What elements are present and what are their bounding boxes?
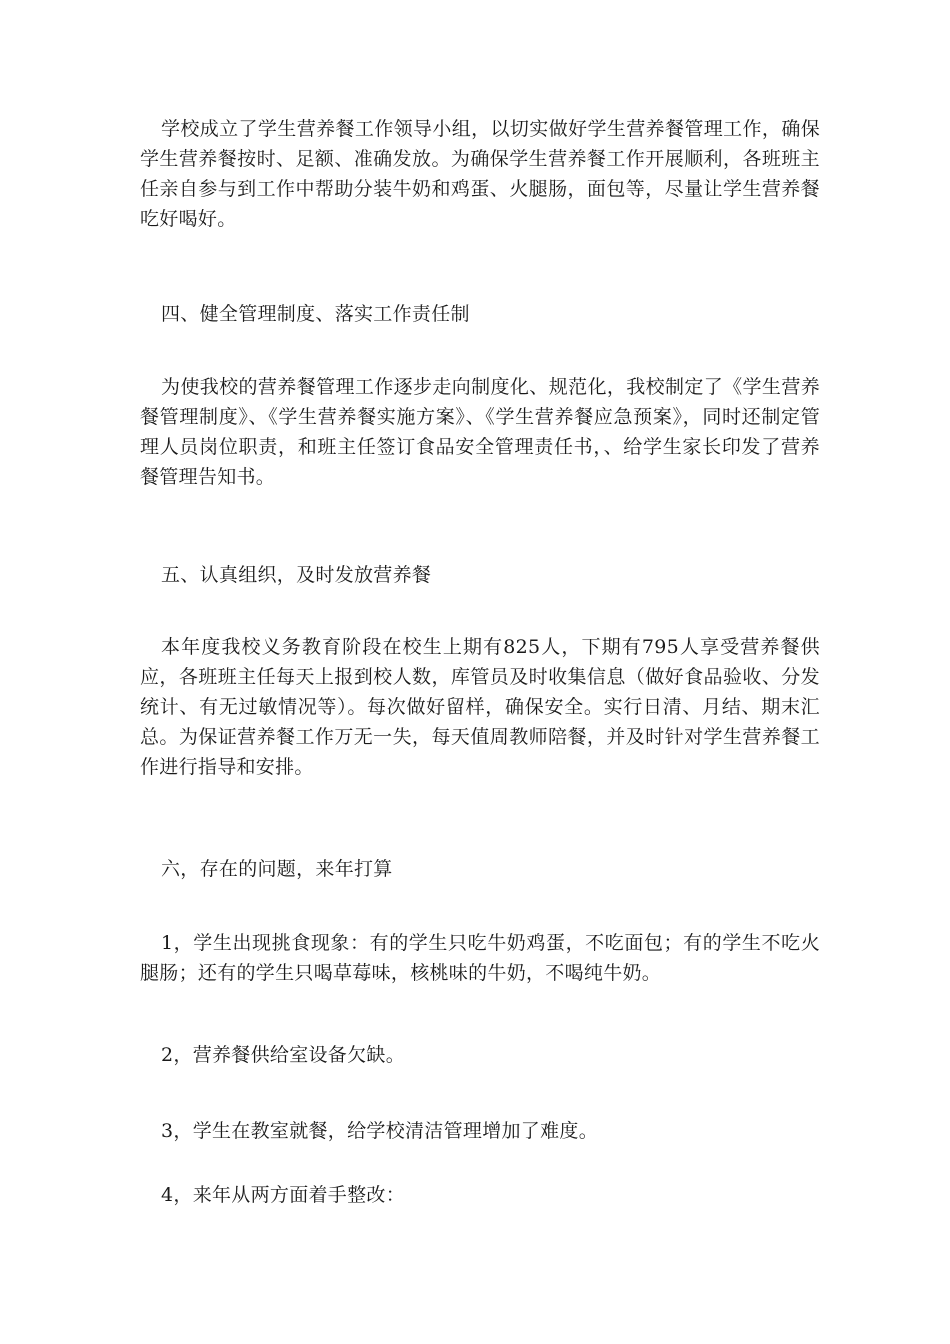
list-item-3: 3，学生在教室就餐，给学校清洁管理增加了难度。 bbox=[161, 1120, 598, 1142]
list-item-2: 2，营养餐供给室设备欠缺。 bbox=[161, 1044, 405, 1066]
list-item-4: 4，来年从两方面着手整改： bbox=[161, 1184, 405, 1206]
paragraph-management-system: 为使我校的营养餐管理工作逐步走向制度化、规范化，我校制定了《学生营养餐管理制度》、《学生营养餐实施方案》、《学生营养餐应急预案》，同时还制定管理人员岗位职责，和班主任签订食品安全管理责任书，、给学生家长印发了营养餐管理告知书。 bbox=[140, 376, 820, 488]
paragraph-distribution: 本年度我校义务教育阶段在校生上期有825人，下期有795人享受营养餐供应，各班班主任每天上报到校人数，库管员及时收集信息（做好食品验收、分发统计、有无过敏情况等）。每次做好留样，确保安全。实行日清、月结、期末汇总。为保证营养餐工作万无一失，每天值周教师陪餐，并及时针对学生营养餐工作进行指导和安排。 bbox=[140, 636, 820, 778]
paragraph-leadership-group: 学校成立了学生营养餐工作领导小组，以切实做好学生营养餐管理工作，确保学生营养餐按时、足额、准确发放。为确保学生营养餐工作开展顺利，各班班主任亲自参与到工作中帮助分装牛奶和鸡蛋、火腿肠，面包等，尽量让学生营养餐吃好喝好。 bbox=[140, 118, 820, 230]
section-heading-6: 六，存在的问题，来年打算 bbox=[161, 858, 393, 880]
section-heading-5: 五、认真组织，及时发放营养餐 bbox=[161, 564, 432, 586]
section-heading-4: 四、健全管理制度、落实工作责任制 bbox=[161, 303, 470, 325]
list-item-1: 1，学生出现挑食现象：有的学生只吃牛奶鸡蛋，不吃面包；有的学生不吃火腿肠；还有的学生只喝草莓味，核桃味的牛奶，不喝纯牛奶。 bbox=[140, 932, 820, 984]
